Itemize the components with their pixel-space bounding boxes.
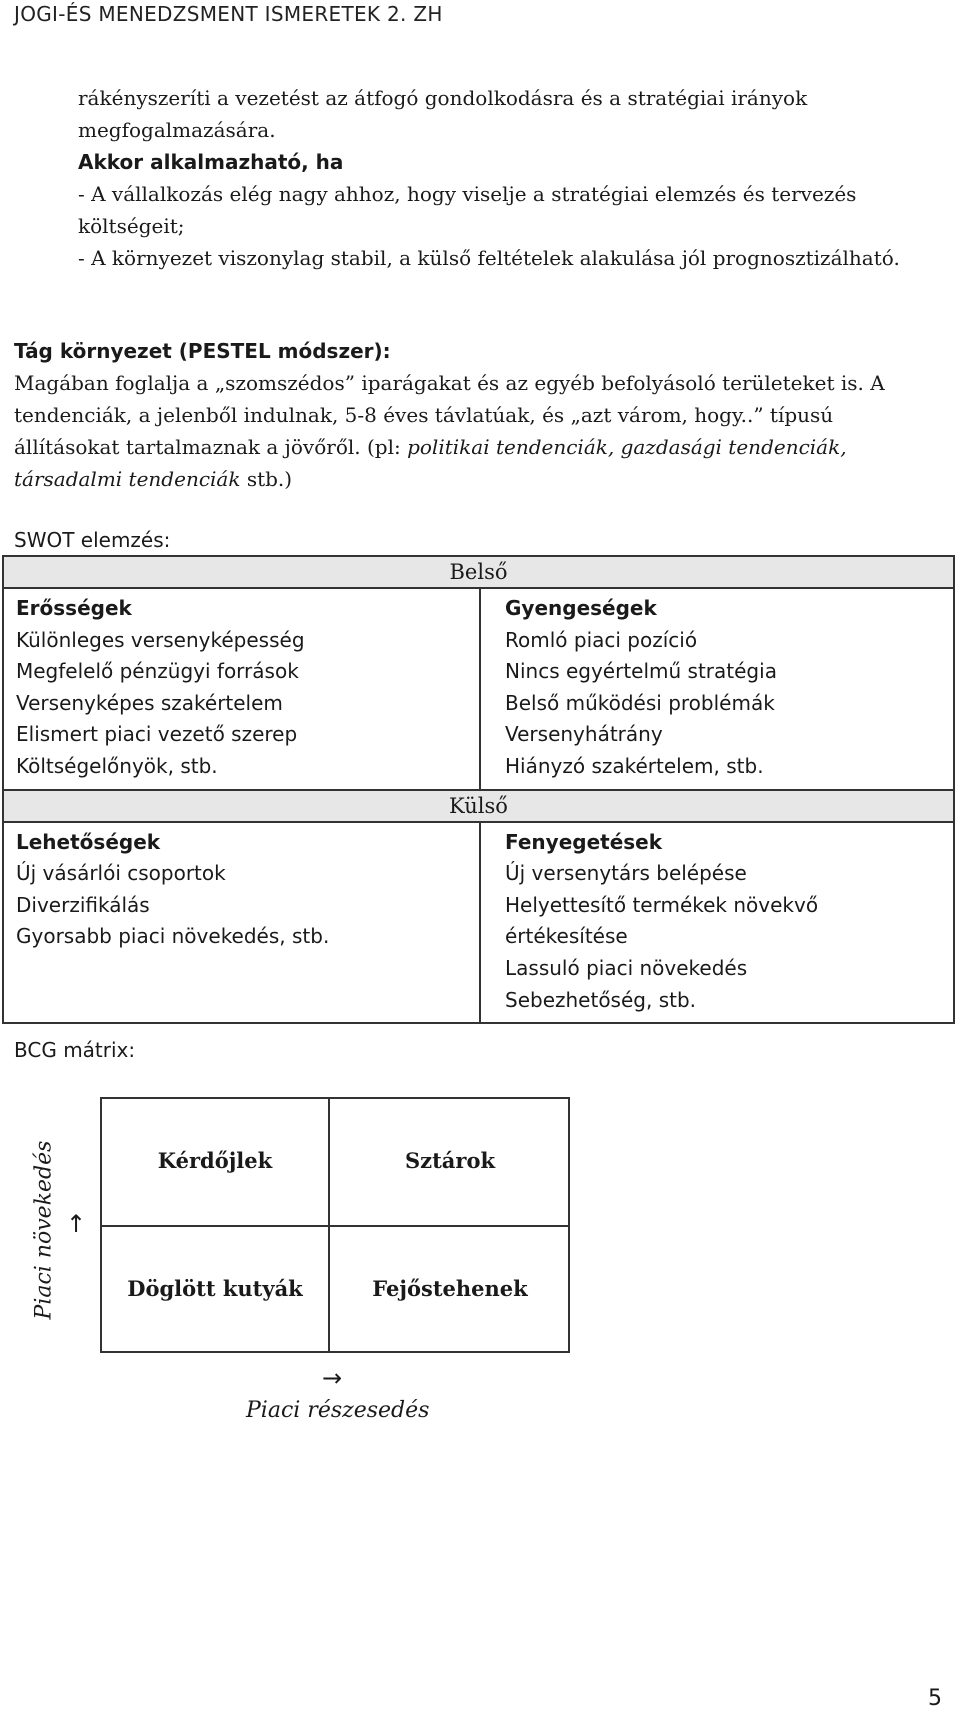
list-item: Új vásárlói csoportok xyxy=(16,861,226,886)
pestel-text-b: stb.) xyxy=(240,467,293,491)
list-item: Romló piaci pozíció xyxy=(505,627,698,652)
list-item: Lassuló piaci növekedés xyxy=(505,955,748,980)
bcg-cash-cows: Fejőstehenek xyxy=(372,1276,528,1301)
swot-title: SWOT elemzés: xyxy=(14,528,171,552)
list-item: Versenyképes szakértelem xyxy=(16,690,283,715)
bcg-divider-horizontal xyxy=(100,1225,570,1227)
list-item: Hiányzó szakértelem, stb. xyxy=(505,753,764,778)
right-arrow-icon: → xyxy=(322,1364,343,1392)
bcg-x-axis-label: Piaci részesedés xyxy=(246,1398,430,1423)
list-item: Költségelőnyök, stb. xyxy=(16,753,218,778)
list-item: Elismert piaci vezető szerep xyxy=(16,722,298,747)
intro-bullet: - A környezet viszonylag stabil, a külső feltételek alakulása jól prognosztizálható. xyxy=(78,246,900,270)
weaknesses-title: Gyengeségek xyxy=(505,596,657,620)
bcg-question-marks: Kérdőjlek xyxy=(157,1148,273,1173)
intro-line: rákényszeríti a vezetést az átfogó gondolkodásra és a stratégiai irányok xyxy=(78,86,808,110)
swot-external-label: Külső xyxy=(3,790,954,822)
intro-heading: Akkor alkalmazható, ha xyxy=(78,150,344,174)
swot-table xyxy=(2,555,955,1024)
pestel-text-italic: politikai tendenciák, gazdasági tendenciák, társadalmi tendenciák xyxy=(14,435,847,491)
pestel-text-a: Magában foglalja a „szomszédos” iparágakat és az egyéb befolyásoló területeket is. A tendenciák, a jelenből indulnak, 5-8 éves távlatúak, és „azt várom, hogy..” típusú állításokat tartalmaznak a jövőről. (pl: xyxy=(14,371,885,459)
swot-internal-label: Belső xyxy=(3,556,954,588)
intro-block xyxy=(78,82,938,274)
up-arrow-icon: ↑ xyxy=(66,1210,87,1238)
swot-weaknesses xyxy=(480,588,954,790)
bcg-title: BCG mátrix: xyxy=(14,1038,136,1062)
list-item: Belső működési problémák xyxy=(505,690,775,715)
list-item: Nincs egyértelmű stratégia xyxy=(505,659,777,684)
threats-title: Fenyegetések xyxy=(505,829,663,854)
list-item: Megfelelő pénzügyi források xyxy=(16,659,299,684)
list-item: Új versenytárs belépése xyxy=(505,861,747,886)
list-item: Különleges versenyképesség xyxy=(16,627,305,652)
intro-line: megfogalmazására. xyxy=(78,118,276,142)
pestel-block xyxy=(14,335,944,495)
page-header: JOGI-ÉS MENEDZSMENT ISMERETEK 2. ZH xyxy=(14,2,443,26)
bcg-dogs: Döglött kutyák xyxy=(127,1276,303,1301)
strengths-title: Erősségek xyxy=(16,596,132,620)
opportunities-title: Lehetőségek xyxy=(16,829,161,854)
swot-opportunities xyxy=(3,822,480,1024)
list-item: Gyorsabb piaci növekedés, stb. xyxy=(16,924,330,949)
list-item: Versenyhátrány xyxy=(505,722,663,747)
bcg-stars: Sztárok xyxy=(404,1148,496,1173)
intro-bullet: - A vállalkozás elég nagy ahhoz, hogy viselje a stratégiai elemzés és tervezés költségeit; xyxy=(78,182,863,238)
pestel-heading: Tág környezet (PESTEL módszer): xyxy=(14,339,391,363)
list-item: Diverzifikálás xyxy=(16,892,150,917)
bcg-y-axis-label: Piaci növekedés xyxy=(31,1140,57,1320)
swot-strengths xyxy=(3,588,480,790)
pestel-text xyxy=(14,367,944,495)
swot-threats xyxy=(480,822,954,1024)
list-item: Sebezhetőség, stb. xyxy=(505,987,697,1012)
list-item: Helyettesítő termékek növekvő értékesítése xyxy=(505,892,819,949)
page-number: 5 xyxy=(928,1686,942,1711)
